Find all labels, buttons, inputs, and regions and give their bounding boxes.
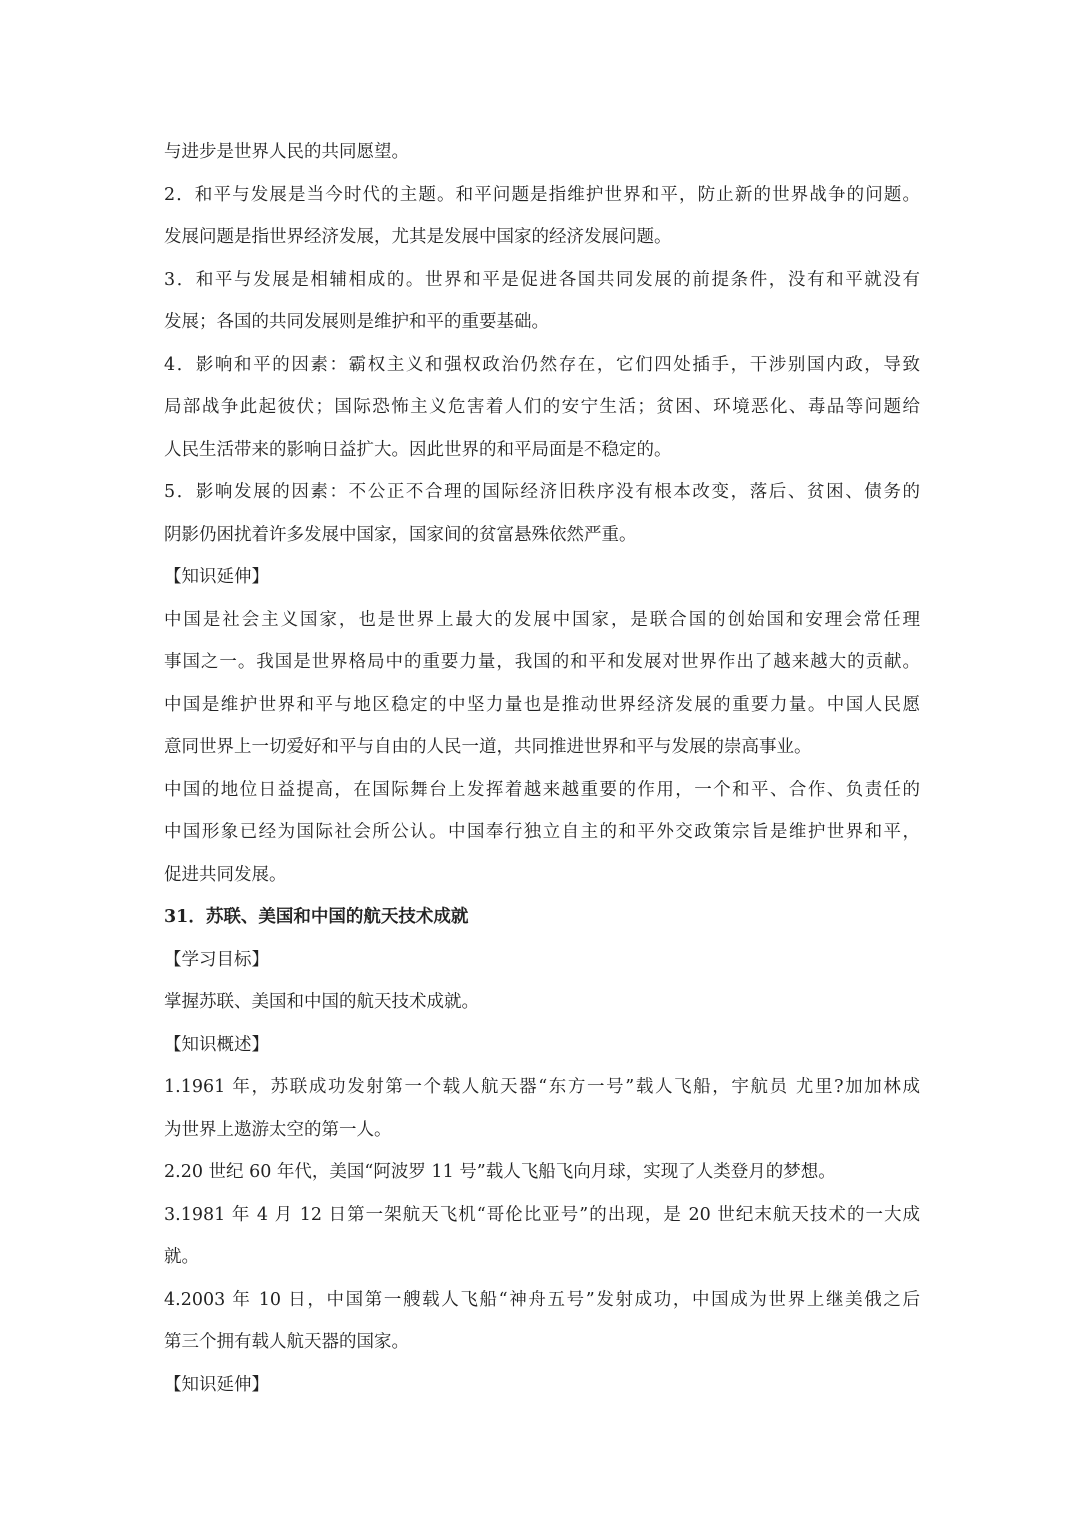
text-line: 掌握苏联、美国和中国的航天技术成就。: [164, 992, 479, 1012]
text-line: 中国是社会主义国家，也是世界上最大的发展中国家，是联合国的创始国和安理会常任理: [164, 609, 920, 630]
text-line: 【学习目标】: [164, 949, 269, 970]
section-heading: 31．苏联、美国和中国的航天技术成就: [164, 907, 469, 927]
text-line: 5．影响发展的因素：不公正不合理的国际经济旧秩序没有根本改变，落后、贫困、债务的: [164, 482, 920, 502]
text-line: 与进步是世界人民的共同愿望。: [164, 142, 409, 162]
text-line: 促进共同发展。: [164, 864, 287, 885]
text-line: 3.1981 年 4 月 12 日第一架航天飞机“哥伦比亚号”的出现，是 20 世纪末航天技术的一大成: [164, 1204, 920, 1225]
text-line: 中国是维护世界和平与地区稳定的中坚力量也是推动世界经济发展的重要力量。中国人民愿: [164, 694, 920, 715]
text-line: 中国形象已经为国际社会所公认。中国奉行独立自主的和平外交政策宗旨是维护世界和平，: [164, 822, 920, 842]
text-line: 4．影响和平的因素：霸权主义和强权政治仍然存在，它们四处插手，干涉别国内政，导致: [164, 354, 920, 375]
text-line: 2.20 世纪 60 年代，美国“阿波罗 11 号”载人飞船飞向月球，实现了人类登月的梦想。: [164, 1162, 836, 1182]
text-line: 3．和平与发展是相辅相成的。世界和平是促进各国共同发展的前提条件，没有和平就没有: [164, 269, 920, 290]
text-line: 发展；各国的共同发展则是维护和平的重要基础。: [164, 312, 549, 332]
text-line: 1.1961 年，苏联成功发射第一个载人航天器“东方一号”载人飞船，宇航员 尤里?加加林成: [164, 1077, 920, 1097]
document-body: [164, 131, 920, 1406]
text-line: 发展问题是指世界经济发展，尤其是发展中国家的经济发展问题。: [164, 227, 672, 247]
text-line: 【知识延伸】: [164, 1374, 269, 1395]
text-line: 第三个拥有载人航天器的国家。: [164, 1332, 409, 1352]
text-line: 阴影仍困扰着许多发展中国家，国家间的贫富悬殊依然严重。: [164, 524, 637, 545]
text-line: 为世界上遨游太空的第一人。: [164, 1119, 392, 1140]
text-line: 就。: [164, 1247, 199, 1267]
text-line: 2．和平与发展是当今时代的主题。和平问题是指维护世界和平，防止新的世界战争的问题。: [164, 184, 920, 205]
text-line: 4.2003 年 10 日，中国第一艘载人飞船“神舟五号”发射成功，中国成为世界上继美俄之后: [164, 1289, 920, 1310]
text-line: 意同世界上一切爱好和平与自由的人民一道，共同推进世界和平与发展的崇高事业。: [164, 737, 812, 757]
text-line: 中国的地位日益提高，在国际舞台上发挥着越来越重要的作用，一个和平、合作、负责任的: [164, 779, 920, 800]
text-line: 【知识概述】: [164, 1034, 269, 1055]
text-line: 【知识延伸】: [164, 567, 269, 587]
text-line: 局部战争此起彼伏；国际恐怖主义危害着人们的安宁生活；贫困、环境恶化、毒品等问题给: [164, 397, 920, 417]
text-line: 人民生活带来的影响日益扩大。因此世界的和平局面是不稳定的。: [164, 439, 672, 460]
text-line: 事国之一。我国是世界格局中的重要力量，我国的和平和发展对世界作出了越来越大的贡献。: [164, 652, 920, 672]
